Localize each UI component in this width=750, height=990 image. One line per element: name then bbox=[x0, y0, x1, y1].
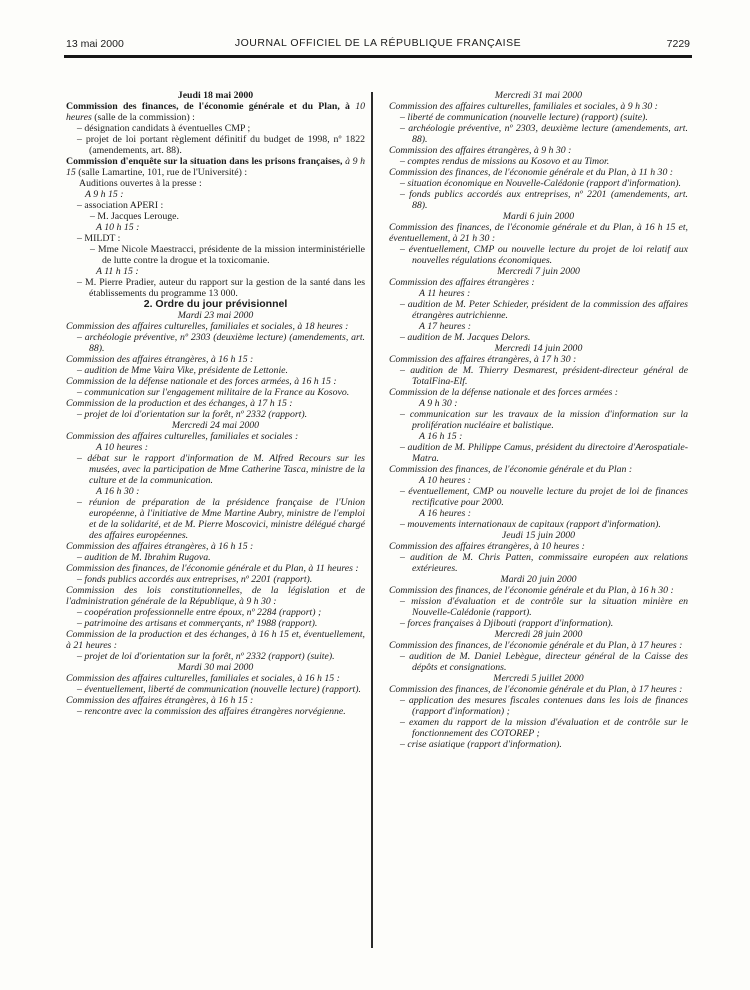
agenda-item: – fonds publics accordés aux entreprises, nº 2201 (rapport). bbox=[66, 574, 365, 585]
agenda-item: – archéologie préventive, nº 2303, deuxième lecture (amendements, art. 88). bbox=[389, 123, 688, 145]
agenda-item: – projet de loi d'orientation sur la forêt, nº 2332 (rapport). bbox=[66, 409, 365, 420]
issue-date: 13 mai 2000 bbox=[66, 38, 124, 50]
agenda-item: – réunion de préparation de la présidence française de l'Union européenne, à l'initiative de Mme Martine Aubry, ministre de l'emploi et de la solidarité, et de M. Pierre Moscovici, ministre délégué chargé des affaires européennes. bbox=[66, 497, 365, 541]
sub-line: Auditions ouvertes à la presse : bbox=[79, 178, 202, 189]
page-number: 7229 bbox=[666, 38, 690, 50]
time-line: A 16 h 30 : bbox=[96, 486, 140, 497]
heading-segment: Commission d'enquête sur la situation dans les prisons françaises, bbox=[66, 156, 346, 167]
entry-heading: Commission des finances, de l'économie générale et du Plan, à 16 h 15 et, éventuellement, à 21 h 30 : bbox=[389, 222, 688, 244]
agenda-item: – mission d'évaluation et de contrôle sur la situation minière en Nouvelle-Calédonie (rapport). bbox=[389, 596, 688, 618]
heading-segment: (salle Lamartine, 101, rue de l'Université) : bbox=[75, 167, 248, 178]
entry-heading: Commission de la défense nationale et des forces armées, à 16 h 15 : bbox=[66, 376, 337, 387]
agenda-item: – crise asiatique (rapport d'information). bbox=[389, 739, 688, 750]
agenda-item: – comptes rendus de missions au Kosovo et au Timor. bbox=[389, 156, 688, 167]
day-heading: Mardi 30 mai 2000 bbox=[177, 662, 254, 673]
header-rule bbox=[64, 55, 692, 58]
right-column bbox=[389, 90, 688, 750]
agenda-item: – audition de Mme Vaira Vike, présidente de Lettonie. bbox=[66, 365, 365, 376]
entry-heading: Commission de la défense nationale et des forces armées : bbox=[389, 387, 619, 398]
agenda-item: – rencontre avec la commission des affaires étrangères norvégienne. bbox=[66, 706, 365, 717]
time-line: A 17 heures : bbox=[419, 321, 471, 332]
agenda-item: – examen du rapport de la mission d'évaluation et de contrôle sur le fonctionnement des COTOREP ; bbox=[389, 717, 688, 739]
time-line: A 10 heures : bbox=[96, 442, 148, 453]
time-line: A 10 h 15 : bbox=[96, 222, 140, 233]
entry-heading bbox=[66, 101, 365, 123]
content-columns bbox=[66, 90, 688, 750]
agenda-item: – désignation candidats à éventuelles CMP ; bbox=[66, 123, 365, 134]
agenda-item: – audition de M. Jacques Delors. bbox=[389, 332, 688, 343]
agenda-item: – M. Pierre Pradier, auteur du rapport sur la gestion de la santé dans les établissements du programme 13 000. bbox=[66, 277, 365, 299]
agenda-item: – patrimoine des artisans et commerçants, nº 1988 (rapport). bbox=[66, 618, 365, 629]
entry-heading: Commission des lois constitutionnelles, de la législation et de l'administration générale de la République, à 9 h 30 : bbox=[66, 585, 365, 607]
agenda-item: – coopération professionnelle entre époux, nº 2284 (rapport) ; bbox=[66, 607, 365, 618]
heading-segment: à 9 h 15 bbox=[66, 156, 366, 178]
agenda-item: – audition de M. Chris Patten, commissaire européen aux relations extérieures. bbox=[389, 552, 688, 574]
agenda-item: – communication sur les travaux de la mission d'information sur la prolifération nucléaire et balistique. bbox=[389, 409, 688, 431]
agenda-item: – audition de M. Daniel Lebègue, directeur général de la Caisse des dépôts et consignations. bbox=[389, 651, 688, 673]
entry-heading: Commission des affaires étrangères, à 9 h 30 : bbox=[389, 145, 572, 156]
agenda-item: – liberté de communication (nouvelle lecture) (rapport) (suite). bbox=[389, 112, 688, 123]
entry-heading: Commission des affaires culturelles, familiales et sociales : bbox=[66, 431, 299, 442]
section-heading: 2. Ordre du jour prévisionnel bbox=[143, 298, 288, 310]
agenda-item: – éventuellement, liberté de communication (nouvelle lecture) (rapport). bbox=[66, 684, 365, 695]
entry-heading: Commission de la production et des échanges, à 16 h 15 et, éventuellement, à 21 heures : bbox=[66, 629, 365, 651]
page-header bbox=[66, 37, 690, 51]
entry-heading: Commission des affaires culturelles, familiales et sociales, à 18 heures : bbox=[66, 321, 349, 332]
agenda-item: – éventuellement, CMP ou nouvelle lecture du projet de loi relatif aux nouvelles régulations économiques. bbox=[389, 244, 688, 266]
agenda-item: – MILDT : bbox=[66, 233, 365, 244]
heading-segment: (salle de la commission) : bbox=[91, 112, 195, 123]
day-heading: Mercredi 14 juin 2000 bbox=[494, 343, 583, 354]
agenda-item: – débat sur le rapport d'information de M. Alfred Recours sur les musées, avec la participation de Mme Catherine Tasca, ministre de la culture et de la communication. bbox=[66, 453, 365, 486]
agenda-item: – audition de M. Thierry Desmarest, président-directeur général de TotalFina-Elf. bbox=[389, 365, 688, 387]
time-line: A 9 h 15 : bbox=[85, 189, 124, 200]
day-heading: Mercredi 7 juin 2000 bbox=[497, 266, 580, 277]
time-line: A 16 h 15 : bbox=[419, 431, 463, 442]
time-line: A 9 h 30 : bbox=[419, 398, 458, 409]
entry-heading: Commission des affaires étrangères, à 17 h 30 : bbox=[389, 354, 577, 365]
agenda-item: – projet de loi d'orientation sur la forêt, nº 2332 (rapport) (suite). bbox=[66, 651, 365, 662]
agenda-item: – éventuellement, CMP ou nouvelle lecture du projet de loi de finances rectificative pour 2000. bbox=[389, 486, 688, 508]
agenda-item: – application des mesures fiscales contenues dans les lois de finances (rapport d'information) ; bbox=[389, 695, 688, 717]
entry-heading: Commission des finances, de l'économie générale et du Plan, à 16 h 30 : bbox=[389, 585, 674, 596]
agenda-item: – communication sur l'engagement militaire de la France au Kosovo. bbox=[66, 387, 365, 398]
agenda-item: – situation économique en Nouvelle-Calédonie (rapport d'information). bbox=[389, 178, 688, 189]
day-heading: Mercredi 31 mai 2000 bbox=[494, 90, 583, 101]
day-heading: Jeudi 15 juin 2000 bbox=[501, 530, 576, 541]
agenda-item: – forces françaises à Djibouti (rapport d'information). bbox=[389, 618, 688, 629]
agenda-item: – association APERI : bbox=[66, 200, 365, 211]
day-heading: Mardi 6 juin 2000 bbox=[502, 211, 575, 222]
day-heading: Jeudi 18 mai 2000 bbox=[177, 90, 254, 101]
heading-segment: Commission des finances, de l'économie générale et du Plan, à bbox=[66, 101, 356, 112]
entry-heading: Commission des affaires étrangères, à 16 h 15 : bbox=[66, 541, 254, 552]
agenda-item: – Mme Nicole Maestracci, présidente de la mission interministérielle de lutte contre la drogue et la toxicomanie. bbox=[66, 244, 365, 266]
journal-title: JOURNAL OFFICIEL DE LA RÉPUBLIQUE FRANÇAISE bbox=[234, 37, 522, 49]
agenda-item: – M. Jacques Lerouge. bbox=[66, 211, 365, 222]
agenda-item: – archéologie préventive, nº 2303 (deuxième lecture) (amendements, art. 88). bbox=[66, 332, 365, 354]
entry-heading: Commission des finances, de l'économie générale et du Plan, à 11 heures : bbox=[66, 563, 359, 574]
agenda-item: – projet de loi portant règlement définitif du budget de 1998, nº 1822 (amendements, art. 88). bbox=[66, 134, 365, 156]
time-line: A 10 heures : bbox=[419, 475, 471, 486]
agenda-item: – audition de M. Peter Schieder, président de la commission des affaires étrangères autrichienne. bbox=[389, 299, 688, 321]
entry-heading: Commission des affaires culturelles, familiales et sociales, à 16 h 15 : bbox=[66, 673, 340, 684]
entry-heading bbox=[66, 156, 365, 178]
heading-segment: 10 heures bbox=[66, 101, 365, 123]
day-heading: Mardi 20 juin 2000 bbox=[500, 574, 577, 585]
day-heading: Mardi 23 mai 2000 bbox=[177, 310, 254, 321]
entry-heading: Commission des finances, de l'économie générale et du Plan : bbox=[389, 464, 633, 475]
agenda-item: – audition de M. Ibrahim Rugova. bbox=[66, 552, 365, 563]
agenda-item: – fonds publics accordés aux entreprises, nº 2201 (amendements, art. 88). bbox=[389, 189, 688, 211]
entry-heading: Commission des affaires culturelles, familiales et sociales, à 9 h 30 : bbox=[389, 101, 658, 112]
day-heading: Mercredi 24 mai 2000 bbox=[171, 420, 260, 431]
entry-heading: Commission des affaires étrangères, à 10 heures : bbox=[389, 541, 585, 552]
agenda-item: – mouvements internationaux de capitaux (rapport d'information). bbox=[389, 519, 688, 530]
entry-heading: Commission des affaires étrangères, à 16 h 15 : bbox=[66, 695, 254, 706]
day-heading: Mercredi 28 juin 2000 bbox=[494, 629, 583, 640]
day-heading: Mercredi 5 juillet 2000 bbox=[493, 673, 584, 684]
entry-heading: Commission de la production et des échanges, à 17 h 15 : bbox=[66, 398, 293, 409]
time-line: A 11 h 15 : bbox=[96, 266, 139, 277]
left-column bbox=[66, 90, 365, 750]
entry-heading: Commission des affaires étrangères, à 16 h 15 : bbox=[66, 354, 254, 365]
time-line: A 11 heures : bbox=[419, 288, 471, 299]
entry-heading: Commission des finances, de l'économie générale et du Plan, à 17 heures : bbox=[389, 684, 683, 695]
entry-heading: Commission des finances, de l'économie générale et du Plan, à 17 heures : bbox=[389, 640, 683, 651]
time-line: A 16 heures : bbox=[419, 508, 471, 519]
entry-heading: Commission des affaires étrangères : bbox=[389, 277, 535, 288]
entry-heading: Commission des finances, de l'économie générale et du Plan, à 11 h 30 : bbox=[389, 167, 674, 178]
agenda-item: – audition de M. Philippe Camus, président du directoire d'Aerospatiale-Matra. bbox=[389, 442, 688, 464]
